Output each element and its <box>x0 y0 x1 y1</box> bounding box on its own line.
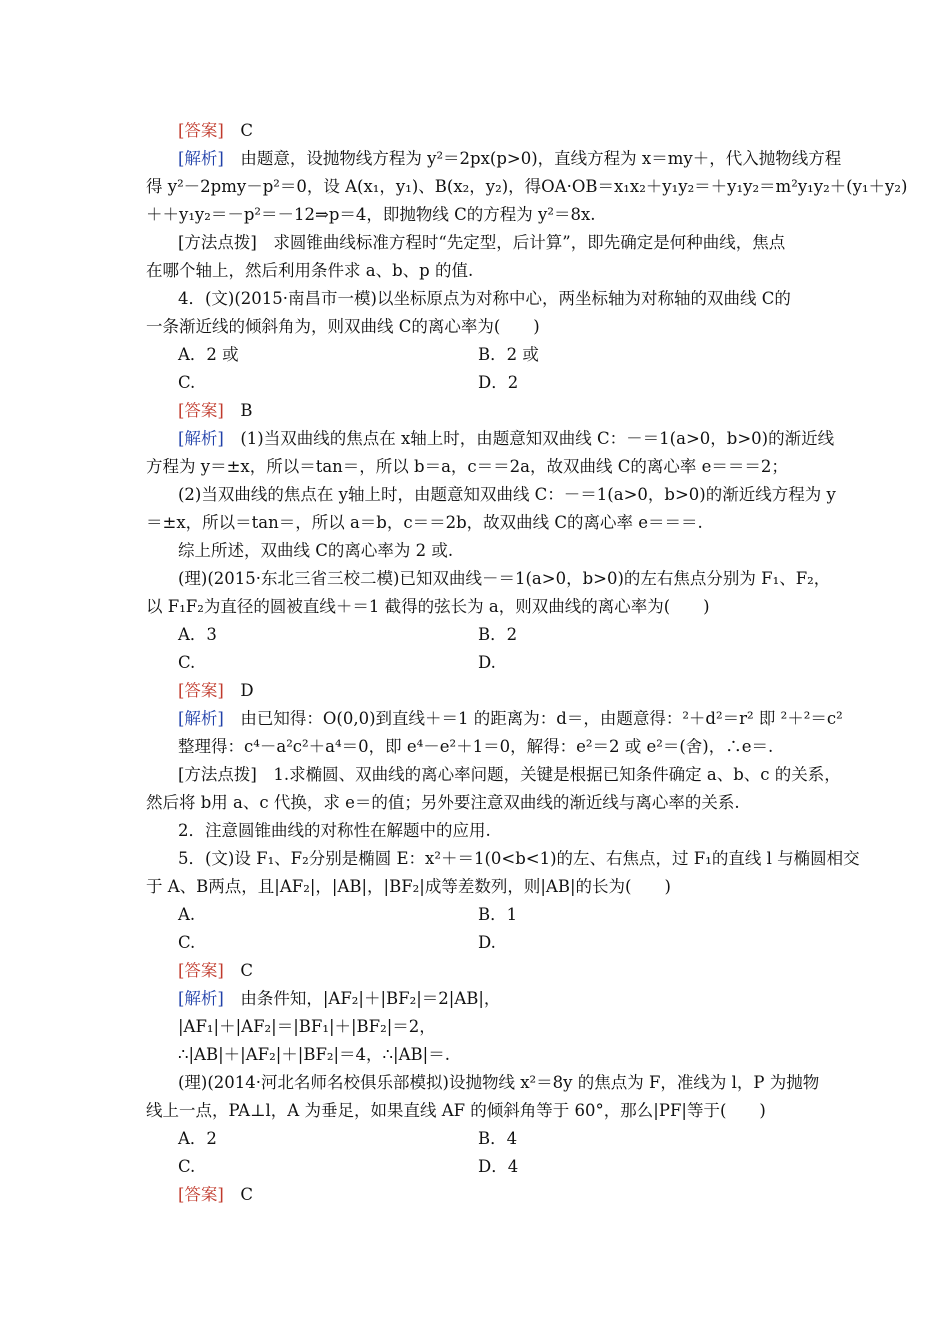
analysis-tag: [解析] <box>178 149 224 168</box>
analysis-text: 由条件知，|AF₂|＋|BF₂|＝2|AB|， <box>223 989 501 1008</box>
text-line: 然后将 b用 a、c 代换，求 e＝的值；另外要注意双曲线的渐近线与离心率的关系. <box>146 793 740 812</box>
question-line: 5．(文)设 F₁、F₂分别是椭圆 E：x²＋＝1(0<b<1)的左、右焦点，过 F₁的直线 l 与椭圆相交 <box>178 849 860 868</box>
answer-line <box>178 680 254 702</box>
answer-tag: [答案] <box>178 121 224 140</box>
answer-value: C <box>223 1185 253 1204</box>
analysis-line <box>178 148 841 170</box>
answer-tag: [答案] <box>178 1185 224 1204</box>
answer-tag: [答案] <box>178 961 224 980</box>
option-b: B．2 或 <box>478 345 539 364</box>
analysis-tag: [解析] <box>178 709 224 728</box>
analysis-text: (1)当双曲线的焦点在 x轴上时，由题意知双曲线 C：－＝1(a>0，b>0)的渐近线 <box>223 429 835 448</box>
text-line: (2)当双曲线的焦点在 y轴上时，由题意知双曲线 C：－＝1(a>0，b>0)的渐近线方程为 y <box>178 485 836 504</box>
option-b: B．4 <box>478 1129 518 1148</box>
answer-tag: [答案] <box>178 401 224 420</box>
question-line: 于 A、B两点，且|AF₂|，|AB|，|BF₂|成等差数列，则|AB|的长为( ) <box>146 877 671 896</box>
option-d: D．2 <box>478 373 519 392</box>
text-line: 2．注意圆锥曲线的对称性在解题中的应用. <box>178 821 491 840</box>
answer-line <box>178 1184 253 1206</box>
text-line: 综上所述，双曲线 C的离心率为 2 或. <box>178 541 454 560</box>
answer-value: C <box>223 961 253 980</box>
option-c: C. <box>178 373 196 392</box>
question-line: 线上一点，PA⊥l，A 为垂足，如果直线 AF 的倾斜角等于 60°，那么|PF|等于( ) <box>146 1101 766 1120</box>
answer-line <box>178 960 253 982</box>
text-line: 得 y²－2pmy－p²＝0，设 A(x₁，y₁)、B(x₂，y₂)，得OA·OB＝x₁x₂＋y₁y₂＝＋y₁y₂＝m²y₁y₂＋(y₁＋y₂) <box>146 177 908 196</box>
option-a: A．2 或 <box>178 345 239 364</box>
option-d: D．4 <box>478 1157 519 1176</box>
method-tip-line: [方法点拨] 1.求椭圆、双曲线的离心率问题，关键是根据已知条件确定 a、b、c 的关系， <box>178 765 841 784</box>
option-c: C. <box>178 933 196 952</box>
text-line: 方程为 y＝±x，所以＝tan＝，所以 b＝a，c＝＝2a，故双曲线 C的离心率 e＝＝＝2； <box>146 457 788 476</box>
question-line: (理)(2015·东北三省三校二模)已知双曲线－＝1(a>0，b>0)的左右焦点分别为 F₁、F₂， <box>178 569 831 588</box>
answer-line <box>178 120 253 142</box>
analysis-line <box>178 988 500 1010</box>
method-tip-line: [方法点拨] 求圆锥曲线标准方程时“先定型，后计算”，即先确定是何种曲线，焦点 <box>178 233 786 252</box>
option-a: A．3 <box>178 625 217 644</box>
question-line: 一条渐近线的倾斜角为，则双曲线 C的离心率为( ) <box>146 317 540 336</box>
analysis-tag: [解析] <box>178 429 224 448</box>
option-a: A. <box>178 905 196 924</box>
analysis-text: 由已知得：O(0,0)到直线＋＝1 的距离为：d＝，由题意得：²＋d²＝r² 即 ²＋²＝c² <box>223 709 843 728</box>
analysis-tag: [解析] <box>178 989 224 1008</box>
option-b: B．2 <box>478 625 518 644</box>
text-line: 在哪个轴上，然后利用条件求 a、b、p 的值. <box>146 261 474 280</box>
answer-tag: [答案] <box>178 681 224 700</box>
option-d: D. <box>478 933 496 952</box>
text-line: ＋＋y₁y₂＝－p²＝－12⇒p＝4，即抛物线 C的方程为 y²＝8x. <box>146 205 596 224</box>
option-d: D. <box>478 653 496 672</box>
answer-value: D <box>223 681 254 700</box>
question-line: (理)(2014·河北名师名校俱乐部模拟)设抛物线 x²＝8y 的焦点为 F，准线为 l，P 为抛物 <box>178 1073 820 1092</box>
question-line: 以 F₁F₂为直径的圆被直线＋＝1 截得的弦长为 a，则双曲线的离心率为( ) <box>146 597 710 616</box>
answer-value: C <box>223 121 253 140</box>
text-line: |AF₁|＋|AF₂|＝|BF₁|＋|BF₂|＝2， <box>178 1017 436 1036</box>
answer-value: B <box>223 401 253 420</box>
text-line: 整理得：c⁴－a²c²＋a⁴＝0，即 e⁴－e²＋1＝0，解得：e²＝2 或 e²＝(舍)，∴e＝. <box>178 737 774 756</box>
text-line: ∴|AB|＋|AF₂|＋|BF₂|＝4，∴|AB|＝. <box>178 1045 450 1064</box>
text-line: ＝±x，所以＝tan＝，所以 a＝b，c＝＝2b，故双曲线 C的离心率 e＝＝＝. <box>146 513 703 532</box>
option-b: B．1 <box>478 905 518 924</box>
option-a: A．2 <box>178 1129 217 1148</box>
option-c: C. <box>178 1157 196 1176</box>
analysis-line <box>178 428 834 450</box>
analysis-text: 由题意，设抛物线方程为 y²＝2px(p>0)，直线方程为 x＝my＋，代入抛物线方程 <box>223 149 842 168</box>
analysis-line <box>178 708 843 730</box>
option-c: C. <box>178 653 196 672</box>
question-line: 4．(文)(2015·南昌市一模)以坐标原点为对称中心，两坐标轴为对称轴的双曲线 C的 <box>178 289 791 308</box>
answer-line <box>178 400 253 422</box>
